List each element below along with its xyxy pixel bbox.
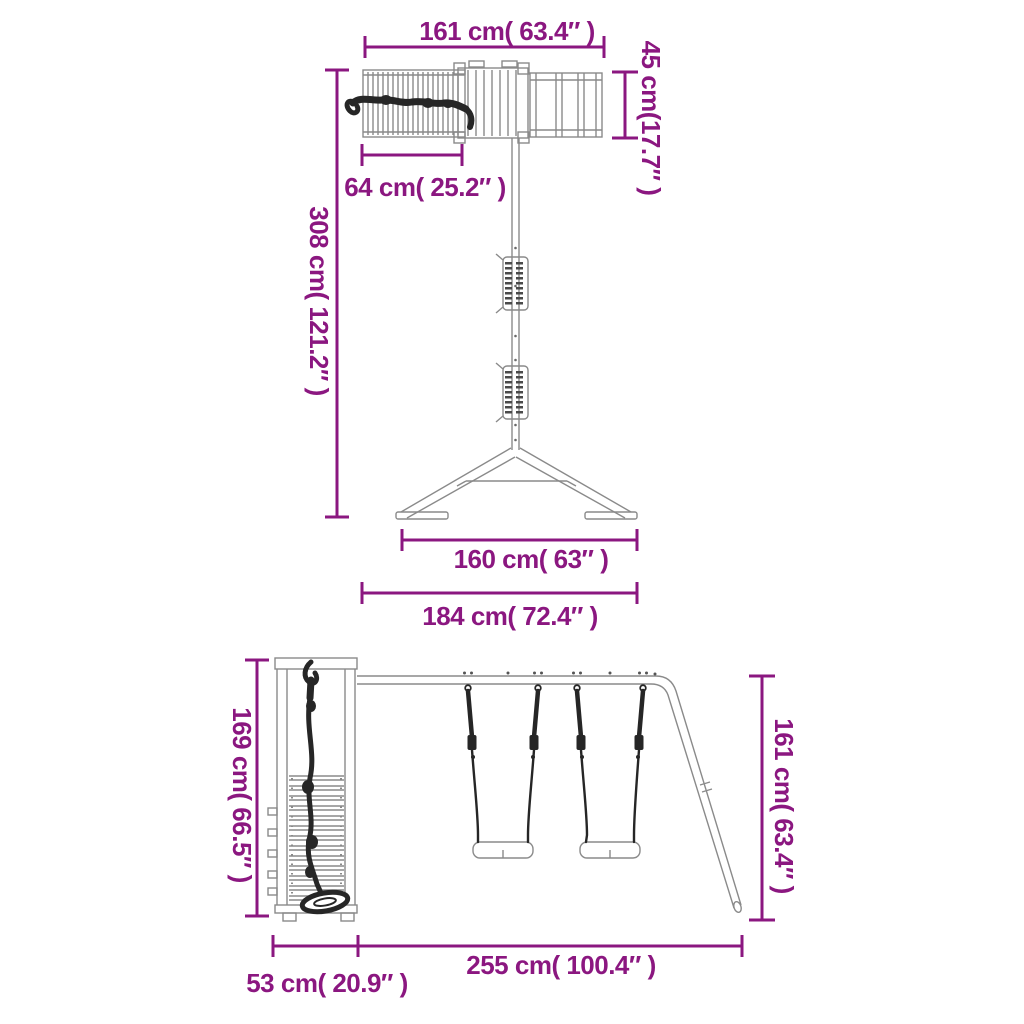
swing-seats xyxy=(473,842,640,858)
ladder-section xyxy=(530,73,602,137)
tower-base xyxy=(396,448,637,519)
climbing-grip-pad xyxy=(496,363,528,422)
dim-line-top-height xyxy=(612,72,638,138)
dimension-label-top-width: 161 cm( 63.4″ ) xyxy=(419,16,595,46)
dimension-label-right-height: 161 cm( 63.4″ ) xyxy=(769,718,799,894)
play-tower-drawing xyxy=(363,61,637,519)
strap-buckles xyxy=(468,735,644,759)
dimension-label-top-height: 45 cm(17.7″ ) xyxy=(636,40,666,196)
swing-set-drawing xyxy=(268,658,743,921)
dimension-label-monkey-bar-length: 64 cm( 25.2″ ) xyxy=(344,172,506,202)
dimension-label-total-height: 308 cm( 121.2″ ) xyxy=(304,206,334,396)
dimension-label-overall-width: 184 cm( 72.4″ ) xyxy=(422,601,598,631)
swing-hanger-hooks xyxy=(465,685,646,691)
swing-rope-lines xyxy=(472,750,639,842)
dimension-label-left-height: 169 cm( 66.5″ ) xyxy=(227,707,257,883)
dimension-label-climbing-frame-width: 53 cm( 20.9″ ) xyxy=(246,968,408,998)
beam-bolts xyxy=(463,672,657,676)
swing-ropes xyxy=(301,662,646,915)
dim-line-monkey-bar xyxy=(362,144,462,166)
swing-beam-and-leg xyxy=(357,672,743,914)
climbing-grip-pad xyxy=(496,254,528,313)
swing-straps xyxy=(468,691,643,737)
dimension-label-swing-section-width: 255 cm( 100.4″ ) xyxy=(466,950,656,980)
dimension-label-base-width: 160 cm( 63″ ) xyxy=(453,544,609,574)
